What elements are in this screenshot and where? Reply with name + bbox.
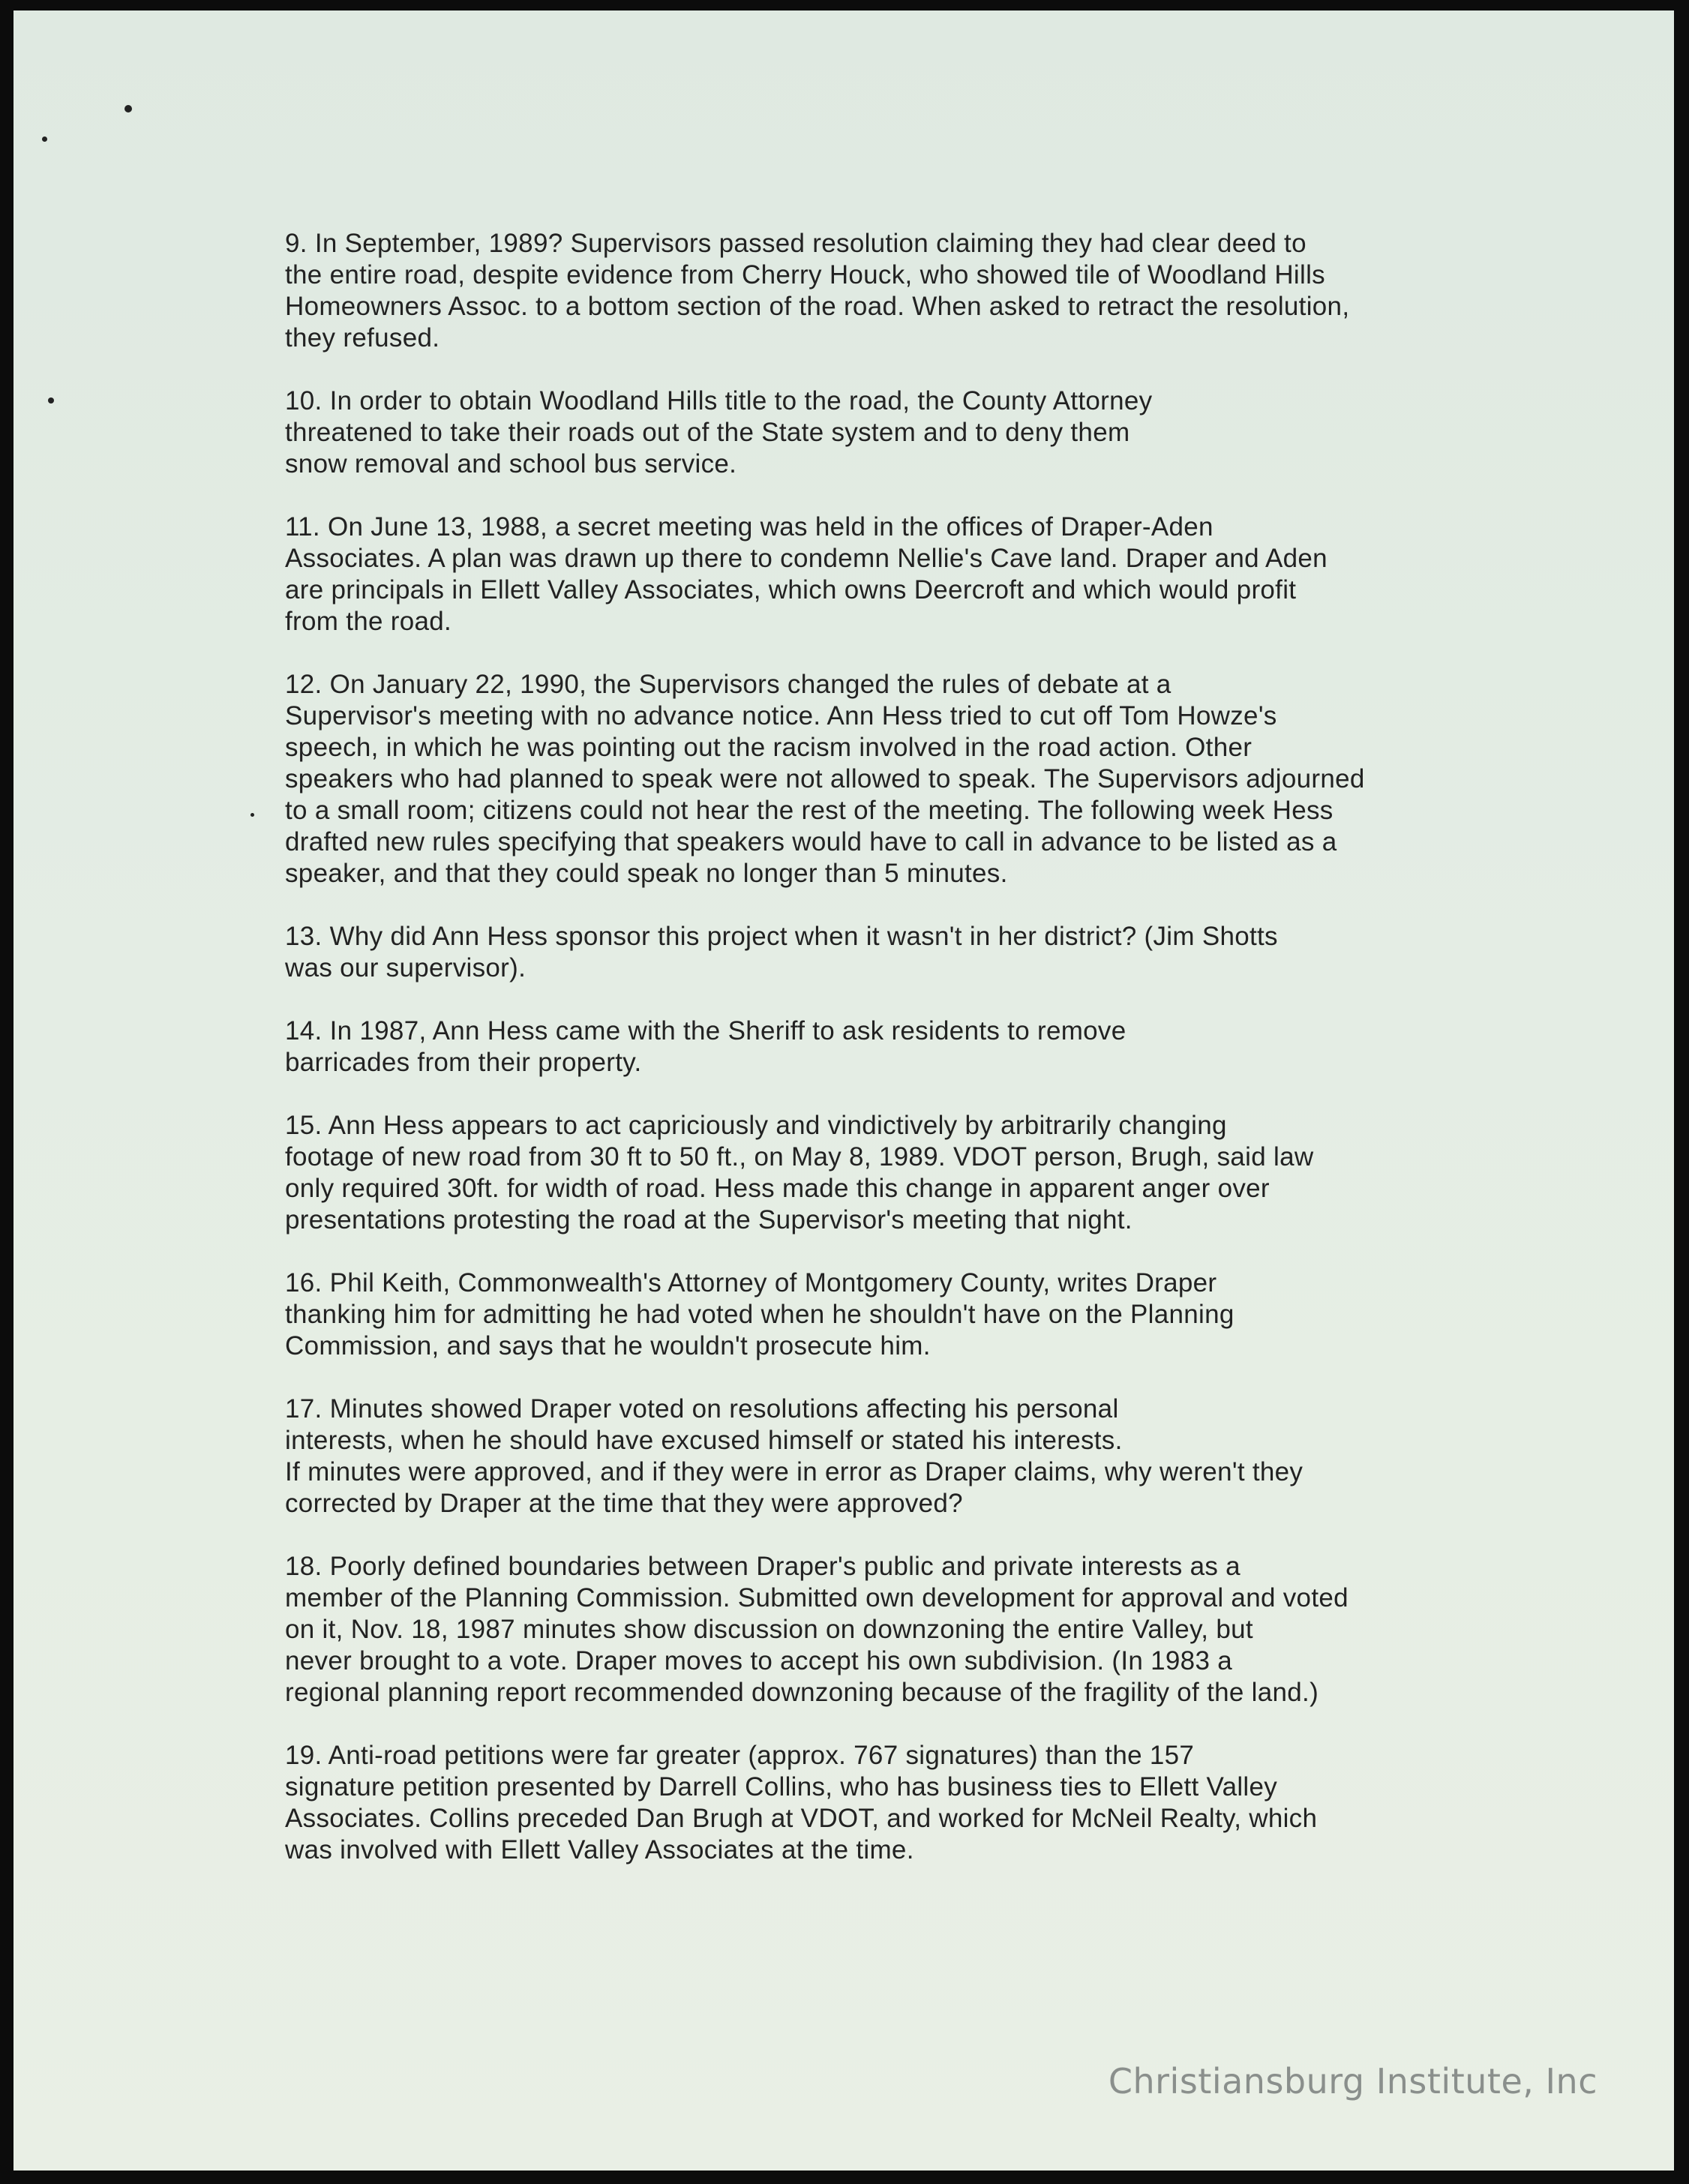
scan-speck [48,398,54,404]
scan-speck [124,105,132,112]
scan-speck [42,136,47,142]
document-page [14,10,1674,2170]
item-15: 15. Ann Hess appears to act capriciously and vindictively by arbitrarily changing footage of new road from 30 ft to 50 ft., on May 8, 1989. VDOT person, Brugh, said law only required 30ft. for width of road. Hess made this change in apparent anger over presentations protesting the road at the Supervisor's meeting that night. [285,1111,1314,1234]
item-13: 13. Why did Ann Hess sponsor this project when it wasn't in her district? (Jim Shotts was our supervisor). [285,922,1278,982]
item-16: 16. Phil Keith, Commonwealth's Attorney of Montgomery County, writes Draper thanking him for admitting he had voted when he shouldn't have on the Planning Commission, and says that he wouldn't prosecute him. [285,1268,1234,1360]
item-9: 9. In September, 1989? Supervisors passed resolution claiming they had clear deed to the entire road, despite evidence from Cherry Houck, who showed tile of Woodland Hills Homeowners Assoc. to a bottom section of the road. When asked to retract the resolution, they refused. [285,229,1350,352]
document-body [285,228,1455,1898]
item-11: 11. On June 13, 1988, a secret meeting was held in the offices of Draper-Aden Associates. A plan was drawn up there to condemn Nellie's Cave land. Draper and Aden are principals in Ellett Valley Associates, which owns Deercroft and which would profit from the road. [285,512,1328,636]
item-12: 12. On January 22, 1990, the Supervisors changed the rules of debate at a Supervisor's meeting with no advance notice. Ann Hess tried to cut off Tom Howze's speech, in which he was pointing out the racism involved in the road action. Other speakers who had planned to speak were not allowed to speak. The Supervisors adjourned to a small room; citizens could not hear the rest of the meeting. The following week Hess drafted new rules specifying that speakers would have to call in advance to be listed as a speaker, and that they could speak no longer than 5 minutes. [285,670,1365,888]
item-14: 14. In 1987, Ann Hess came with the Sheriff to ask residents to remove barricades from their property. [285,1016,1126,1077]
watermark: Christiansburg Institute, Inc [1108,2061,1598,2102]
scan-speck [250,813,254,817]
item-18: 18. Poorly defined boundaries between Draper's public and private interests as a member of the Planning Commission. Submitted own development for approval and voted on it, Nov. 18, 1987 minutes show discussion on downzoning the entire Valley, but never brought to a vote. Draper moves to accept his own subdivision. (In 1983 a regional planning report recommended downzoning because of the fragility of the land.) [285,1552,1348,1707]
item-19: 19. Anti-road petitions were far greater (approx. 767 signatures) than the 157 signature petition presented by Darrell Collins, who has business ties to Ellett Valley Associates. Collins preceded Dan Brugh at VDOT, and worked for McNeil Realty, which was involved with Ellett Valley Associates at the time. [285,1741,1318,1864]
item-10: 10. In order to obtain Woodland Hills title to the road, the County Attorney threatened to take their roads out of the State system and to deny them snow removal and school bus service. [285,386,1153,478]
item-17: 17. Minutes showed Draper voted on resolutions affecting his personal interests, when he should have excused himself or stated his interests. If minutes were approved, and if they were in error as Draper claims, why weren't they corrected by Draper at the time that they were approved? [285,1394,1304,1518]
